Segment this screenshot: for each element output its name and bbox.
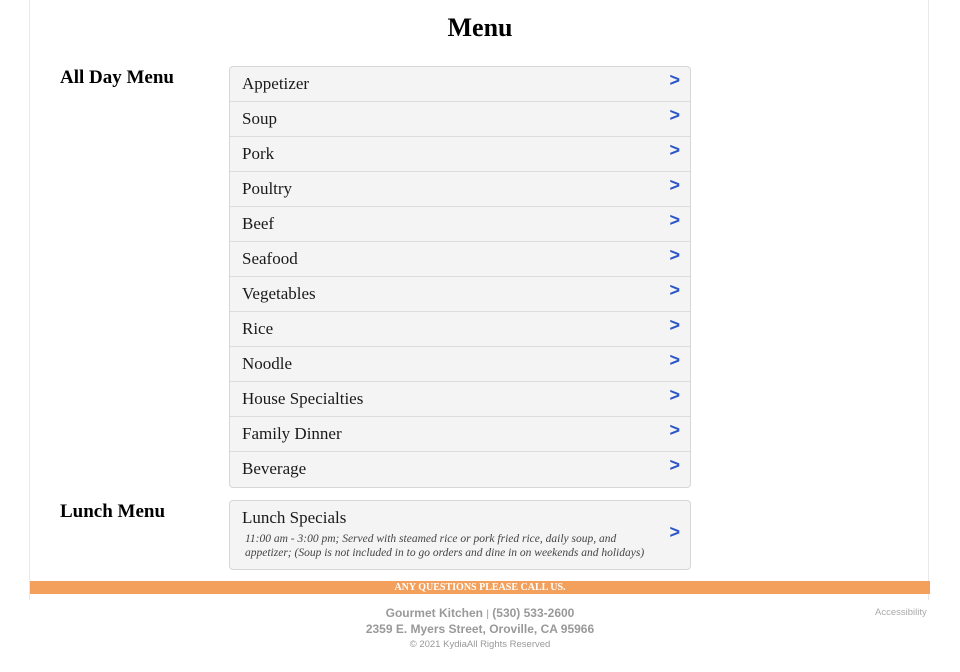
menu-item-soup[interactable]: [230, 102, 690, 137]
menu-item-beverage[interactable]: [230, 452, 690, 487]
page-title: Menu: [447, 13, 513, 42]
menu-item-label: Poultry: [242, 179, 293, 198]
lunch-menu-list: [229, 500, 691, 570]
menu-item-house-specialties[interactable]: [230, 382, 690, 417]
chevron-right-icon: >: [669, 350, 680, 370]
menu-item-label: Appetizer: [242, 74, 310, 93]
accessibility-link[interactable]: Accessibility: [875, 607, 927, 618]
menu-item-label: House Specialties: [242, 389, 364, 408]
chevron-right-icon: >: [669, 70, 680, 90]
chevron-right-icon: >: [669, 385, 680, 405]
chevron-right-icon: >: [669, 105, 680, 125]
all-day-menu-list: [229, 66, 691, 488]
chevron-right-icon: >: [669, 455, 680, 475]
menu-item-label: Rice: [242, 319, 274, 338]
chevron-right-icon: >: [669, 140, 680, 160]
menu-item-vegetables[interactable]: [230, 277, 690, 312]
menu-item-label: Vegetables: [242, 284, 316, 303]
chevron-right-icon: >: [669, 522, 680, 542]
menu-item-rice[interactable]: [230, 312, 690, 347]
menu-item-family-dinner[interactable]: [230, 417, 690, 452]
lunch-menu-label: Lunch Menu: [60, 501, 166, 522]
menu-item-label: Pork: [242, 144, 275, 163]
chevron-right-icon: >: [669, 175, 680, 195]
menu-item-label: Family Dinner: [242, 424, 342, 443]
phone-link[interactable]: (530) 533-2600: [492, 606, 575, 620]
menu-item-appetizer[interactable]: [230, 67, 690, 102]
restaurant-name: Gourmet Kitchen: [385, 606, 483, 620]
chevron-right-icon: >: [669, 280, 680, 300]
menu-item-beef[interactable]: [230, 207, 690, 242]
chevron-right-icon: >: [669, 210, 680, 230]
footer-contact-line: [0, 606, 960, 622]
page-container: [29, 0, 929, 600]
menu-item-label: Noodle: [242, 354, 293, 373]
kydia-link[interactable]: Kydia: [443, 639, 467, 650]
copyright-text: © 2021: [409, 639, 441, 650]
lunch-specials-description: 11:00 am - 3:00 pm; Served with steamed rice or pork fried rice, daily soup, and appetizer; (Soup is not included in to go orders and dine in on weekends and holidays): [245, 533, 645, 559]
menu-item-seafood[interactable]: [230, 242, 690, 277]
chevron-right-icon: >: [669, 245, 680, 265]
menu-item-label: Soup: [242, 109, 277, 128]
menu-item-label: Seafood: [242, 249, 298, 268]
rights-text: All Rights Reserved: [466, 639, 551, 650]
menu-item-label: Beverage: [242, 459, 307, 478]
menu-item-poultry[interactable]: [230, 172, 690, 207]
footer: [0, 606, 960, 654]
menu-item-pork[interactable]: [230, 137, 690, 172]
address-link[interactable]: 2359 E. Myers Street, Oroville, CA 95966: [365, 622, 595, 636]
copyright-line: [0, 636, 960, 654]
footer-separator: |: [486, 609, 489, 620]
menu-item-label: Lunch Specials: [242, 508, 347, 527]
menu-item-noodle[interactable]: [230, 347, 690, 382]
menu-item-lunch-specials[interactable]: [230, 501, 690, 569]
all-day-menu-label: All Day Menu: [60, 67, 174, 88]
chevron-right-icon: >: [669, 420, 680, 440]
chevron-right-icon: >: [669, 315, 680, 335]
call-us-notice: ANY QUESTIONS PLEASE CALL US.: [30, 581, 930, 594]
menu-item-label: Beef: [242, 214, 275, 233]
